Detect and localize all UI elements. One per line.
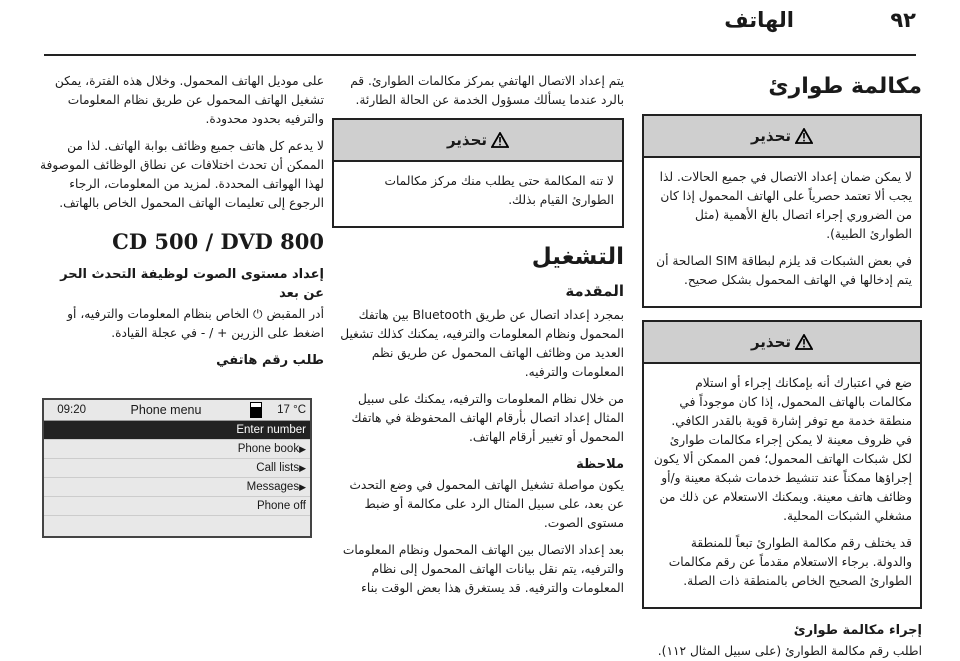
menu-item-phone-off[interactable] bbox=[44, 497, 310, 516]
paragraph: بمجرد إعداد اتصال عن طريق Bluetooth بين هاتفك المحمول ونظام المعلومات والترفيه، يمكنك كذلك تشغيل العديد من وظائف الهاتف المحمول عن طريق نظم المعلومات والترفيه. bbox=[340, 308, 624, 379]
header-rule bbox=[44, 54, 916, 56]
paragraph: لا يدعم كل هاتف جميع وظائف بوابة الهاتف. لذا من الممكن أن تحدث اختلافات عن نطاق الوظائف الموصوفة لهذا الهواتف المحددة. لمزيد من المعلومات، الرجاء الرجوع إلى تعليمات الهاتف المحمول الخاص بالهاتف. bbox=[39, 139, 324, 210]
screen-status-bar bbox=[44, 400, 310, 421]
warning-triangle-icon bbox=[491, 132, 509, 148]
battery-icon bbox=[250, 402, 262, 418]
menu-item-label: Phone book bbox=[237, 442, 300, 455]
section-heading: CD 500 / DVD 800 bbox=[112, 229, 324, 254]
warning-text: ضع في اعتبارك أنه بإمكانك إجراء أو استلام مكالمات بالهاتف المحمول، إذا كان موجوداً في منطقة خدمة مع توفر إشارة قوية بالقدر الكافي. في ظروف معينة لا يمكن إجراء مكالمات طوارئ لكل شبكات الهاتف المحمول؛ فمن الممكن ألا يكون إجراؤها ممكناً عند تنشيط خدمات شبكة معينة و/أو وظائف هاتف معينة. ويمكنك الاستعلام عن ذلك من مشغلي الشبكات المحلية. bbox=[653, 376, 912, 523]
paragraph: بعد إعداد الاتصال بين الهاتف المحمول ونظام المعلومات والترفيه، يتم نقل بيانات الهاتف المحمول إلى نظام المعلومات والترفيه. قد يستغرق هذا بعض الوقت بناء bbox=[342, 543, 624, 595]
warning-text: لا تنه المكالمة حتى يطلب منك مركز مكالمات الطوارئ القيام بذلك. bbox=[384, 174, 614, 207]
page-number: ٩٢ bbox=[890, 8, 916, 32]
chevron-right-icon: ▶ bbox=[299, 443, 306, 454]
warning-label: تحذير bbox=[750, 126, 792, 145]
paragraph: أدر المقبض ⏻ الخاص بنظام المعلومات والترفيه، أو اضغط على الزرين + / - في عجلة القيادة. bbox=[67, 307, 324, 340]
warning-text: في بعض الشبكات قد يلزم لبطاقة SIM الصالحة أن يتم إدخالها في الهاتف المحمول بشكل صحيح. bbox=[656, 254, 912, 287]
paragraph: على موديل الهاتف المحمول. وخلال هذه الفترة، يمكن تشغيل الهاتف المحمول عن طريق نظام المعلومات والترفيه بحدود محدودة. bbox=[54, 74, 324, 126]
warning-header bbox=[644, 116, 920, 158]
left-column bbox=[36, 72, 324, 638]
paragraph: يتم إعداد الاتصال الهاتفي بمركز مكالمات الطوارئ. قم بالرد عندما يسألك مسؤول الخدمة عن الحالة الطارئة. bbox=[350, 74, 624, 107]
chevron-right-icon: ▶ bbox=[299, 462, 306, 473]
menu-item-phone-book[interactable] bbox=[44, 440, 310, 459]
menu-item-label: Enter number bbox=[236, 423, 306, 436]
warning-triangle-icon bbox=[795, 128, 813, 144]
subheading: طلب رقم هاتفي bbox=[216, 353, 324, 368]
screen-title: Phone menu bbox=[130, 402, 202, 417]
warning-box bbox=[642, 320, 922, 609]
menu-item-enter-number[interactable] bbox=[44, 421, 310, 440]
chevron-right-icon: ▶ bbox=[299, 481, 306, 492]
subheading: إجراء مكالمة طوارئ bbox=[793, 623, 922, 638]
note-text: يكون مواصلة تشغيل الهاتف المحمول في وضع التحدث عن بعد، على سبيل المثال الرد على مكالمة أو ضبط مستوى الصوت. bbox=[349, 478, 624, 530]
subheading: إعداد مستوى الصوت لوظيفة التحدث الحر عن بعد bbox=[60, 267, 324, 301]
subheading: المقدمة bbox=[565, 282, 624, 300]
menu-item-label: Call lists bbox=[256, 461, 300, 474]
warning-box bbox=[642, 114, 922, 308]
screen-temperature: 17 °C bbox=[277, 403, 306, 416]
warning-triangle-icon bbox=[795, 334, 813, 350]
running-title: الهاتف bbox=[724, 8, 794, 32]
warning-header bbox=[334, 120, 622, 162]
warning-text: لا يمكن ضمان إعداد الاتصال في جميع الحالات. لذا يجب ألا تعتمد حصرياً على الهاتف المحمول إذا كان من الضروري إجراء اتصال بالغ الأهمية (مثل الطوارئ الطبية). bbox=[659, 170, 912, 241]
section-heading: التشغيل bbox=[531, 244, 624, 270]
right-column bbox=[642, 72, 922, 658]
note-label: ملاحظة bbox=[576, 457, 624, 472]
screen-clock: 09:20 bbox=[57, 403, 86, 416]
warning-box bbox=[332, 118, 624, 228]
page-header bbox=[44, 8, 916, 48]
warning-text: قد يختلف رقم مكالمة الطوارئ تبعاً للمنطقة والدولة. برجاء الاستعلام مقدماً عن رقم مكالمات الطوارئ الصحيح الخاص بالمنطقة ذات الصلة. bbox=[668, 536, 912, 588]
middle-column bbox=[332, 72, 624, 638]
paragraph: اطلب رقم مكالمة الطوارئ (على سبيل المثال ١١٢). bbox=[657, 644, 922, 658]
warning-label: تحذير bbox=[750, 332, 792, 351]
section-heading: مكالمة طوارئ bbox=[768, 74, 922, 99]
menu-item-label: Messages bbox=[246, 480, 300, 493]
menu-item-label: Phone off bbox=[256, 499, 306, 512]
phone-menu-screen bbox=[42, 398, 312, 538]
warning-label: تحذير bbox=[446, 130, 488, 149]
menu-item-messages[interactable] bbox=[44, 478, 310, 497]
paragraph: من خلال نظام المعلومات والترفيه، يمكنك على سبيل المثال إعداد اتصال بأرقام الهاتف المحفوظة في هاتفك المحمول أو تغيير أرقام الهاتف. bbox=[351, 392, 624, 444]
menu-item-call-lists[interactable] bbox=[44, 459, 310, 478]
warning-header bbox=[644, 322, 920, 364]
